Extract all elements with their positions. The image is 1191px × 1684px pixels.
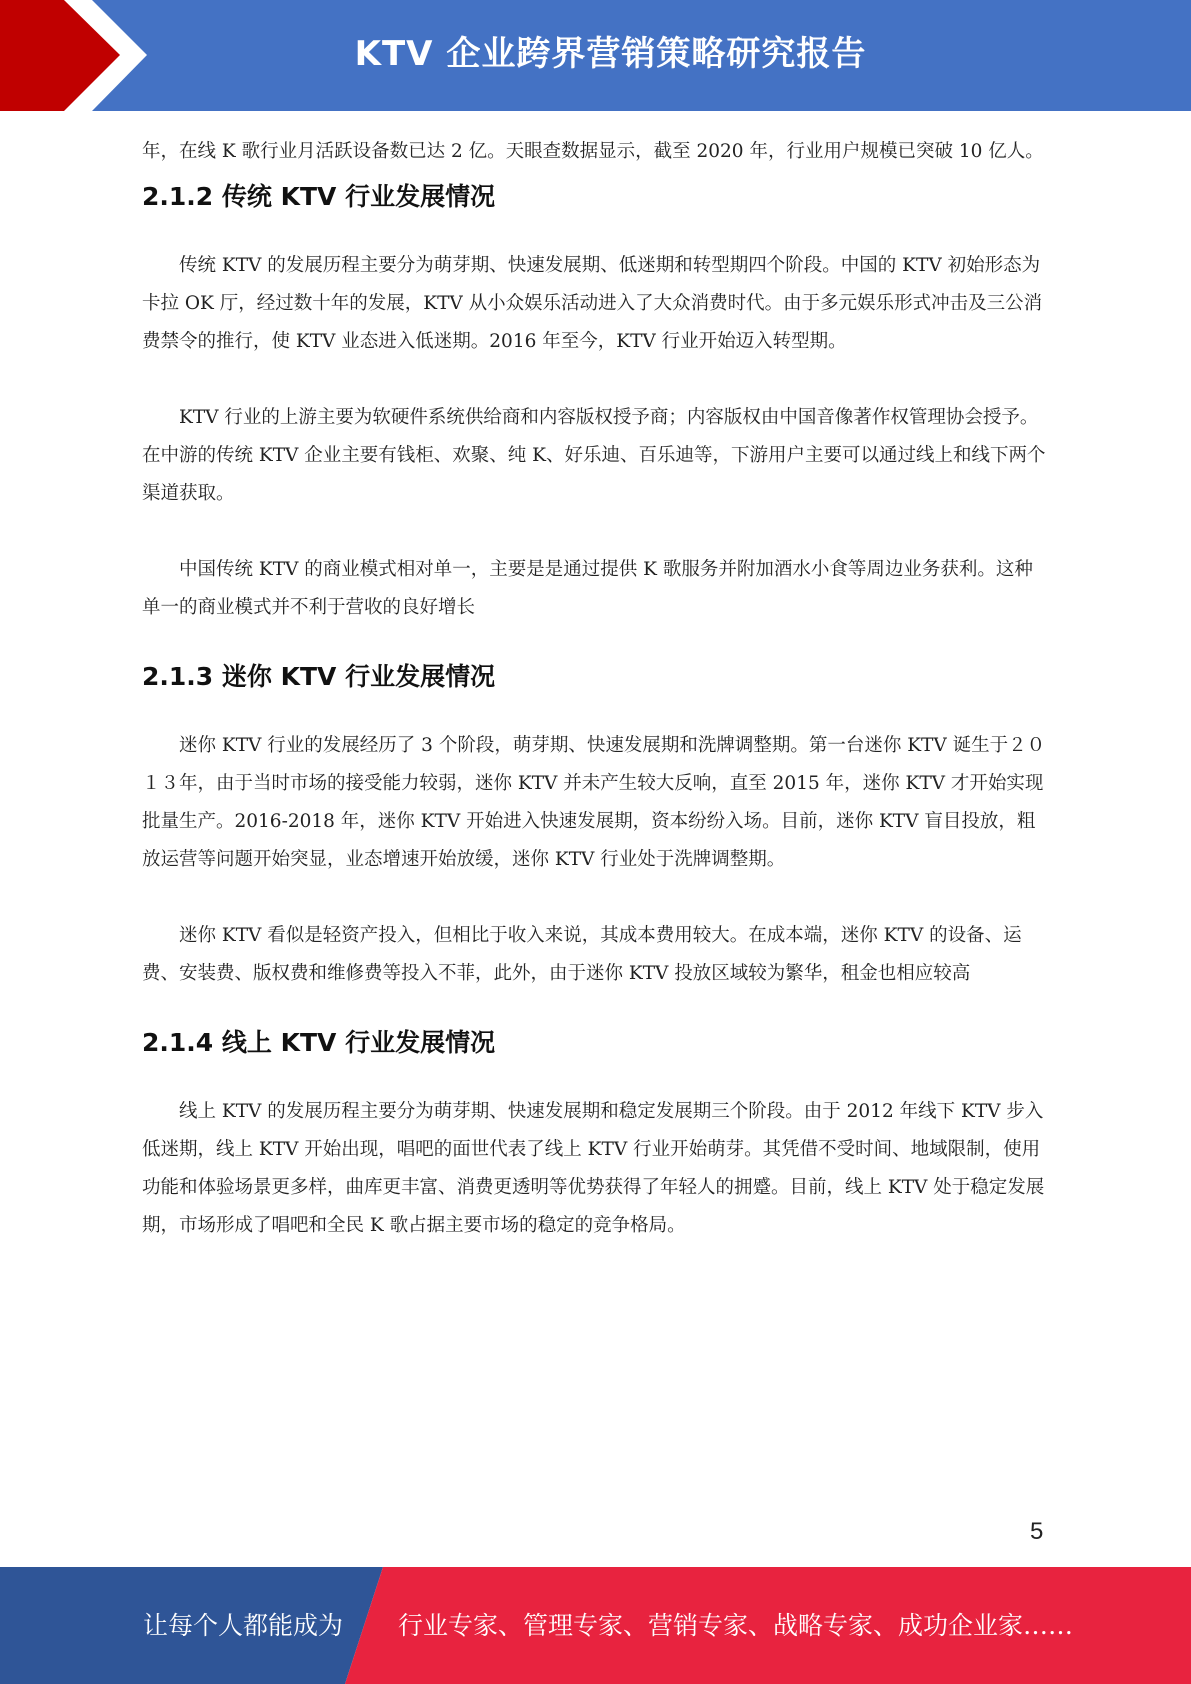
page-number: 5 xyxy=(1030,1518,1044,1545)
header-title: KTV 企业跨界营销策略研究报告 xyxy=(354,34,867,74)
footer-slogan-right: 行业专家、管理专家、营销专家、战略专家、成功企业家…… xyxy=(398,1611,1074,1640)
paragraph: KTV 行业的上游主要为软硬件系统供给商和内容版权授予商；内容版权由中国音像著作权管理协会授予。在中游的传统 KTV 企业主要有钱柜、欢聚、纯 K、好乐迪、百乐迪等，下游用户主要可以通过线上和线下两个渠道获取。 xyxy=(142,407,1046,504)
intro-paragraph: 年，在线 K 歌行业月活跃设备数已达 2 亿。天眼查数据显示，截至 2020 年，行业用户规模已突破 10 亿人。 xyxy=(142,141,1044,162)
paragraph: 迷你 KTV 看似是轻资产投入，但相比于收入来说，其成本费用较大。在成本端，迷你 KTV 的设备、运费、安装费、版权费和维修费等投入不菲，此外，由于迷你 KTV 投放区域较为繁华，租金也相应较高 xyxy=(142,925,1022,984)
section-heading-2-1-4: 2.1.4 线上 KTV 行业发展情况 xyxy=(142,1028,496,1057)
paragraph: 迷你 KTV 行业的发展经历了 3 个阶段，萌芽期、快速发展期和洗牌调整期。第一台迷你 KTV 诞生于２０１３年，由于当时市场的接受能力较弱，迷你 KTV 并未产生较大反响，直至 2015 年，迷你 KTV 才开始实现批量生产。2016-2018 年，迷你 KTV 开始进入快速发展期，资本纷纷入场。目前，迷你 KTV 盲目投放，粗放运营等问题开始突显，业态增速开始放缓，迷你 KTV 行业处于洗牌调整期。 xyxy=(142,735,1046,870)
page-content xyxy=(142,133,1047,1245)
paragraph: 传统 KTV 的发展历程主要分为萌芽期、快速发展期、低迷期和转型期四个阶段。中国的 KTV 初始形态为卡拉 OK 厅，经过数十年的发展，KTV 从小众娱乐活动进入了大众消费时代。由于多元娱乐形式冲击及三公消费禁令的推行，使 KTV 业态进入低迷期。2016 年至今，KTV 行业开始迈入转型期。 xyxy=(142,255,1043,352)
paragraph: 中国传统 KTV 的商业模式相对单一，主要是是通过提供 K 歌服务并附加酒水小食等周边业务获利。这种单一的商业模式并不利于营收的良好增长 xyxy=(142,559,1033,618)
page-header xyxy=(0,0,1191,111)
page-footer xyxy=(0,1567,1191,1684)
footer-slogan-left: 让每个人都能成为 xyxy=(143,1611,344,1640)
section-heading-2-1-2: 2.1.2 传统 KTV 行业发展情况 xyxy=(142,182,496,211)
paragraph: 线上 KTV 的发展历程主要分为萌芽期、快速发展期和稳定发展期三个阶段。由于 2012 年线下 KTV 步入低迷期，线上 KTV 开始出现，唱吧的面世代表了线上 KTV 行业开始萌芽。其凭借不受时间、地域限制，使用功能和体验场景更多样，曲库更丰富、消费更透明等优势获得了年轻人的拥蹙。目前，线上 KTV 处于稳定发展期，市场形成了唱吧和全民 K 歌占据主要市场的稳定的竞争格局。 xyxy=(142,1101,1045,1236)
section-heading-2-1-3: 2.1.3 迷你 KTV 行业发展情况 xyxy=(142,662,496,691)
